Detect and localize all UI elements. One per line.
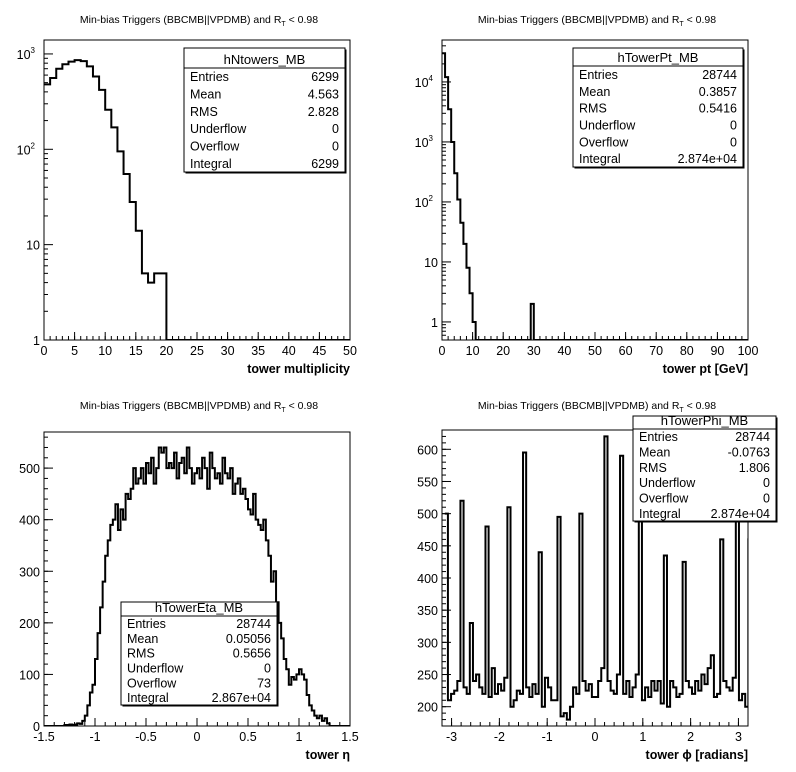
chart-title: Min-bias Triggers (BBCMB||VPDMB) and $R_T < 0.98$ xyxy=(477,14,717,28)
y-tick-label: 100 xyxy=(19,668,40,683)
x-tick-label: 1.5 xyxy=(341,730,359,744)
stats-row-name: Underflow xyxy=(127,661,184,676)
x-tick-label: 80 xyxy=(679,344,694,358)
x-tick-label: 1 xyxy=(295,730,303,744)
panel-towerpt xyxy=(398,0,796,386)
stats-row-name: Underflow xyxy=(639,476,696,491)
y-tick-label: 300 xyxy=(417,636,438,651)
y-tick-label: $10^3$ xyxy=(414,133,433,150)
stats-row-value: 0 xyxy=(730,135,737,150)
stats-row-value: 0.05056 xyxy=(225,631,271,646)
chart-towereta xyxy=(0,386,398,772)
x-tick-label: 3 xyxy=(734,730,742,744)
stats-row-value: 2.874e+04 xyxy=(677,152,737,167)
stats-row-name: Entries xyxy=(127,616,166,631)
y-tick-label: 10 xyxy=(424,255,438,270)
x-tick-label: 0 xyxy=(438,344,446,358)
stats-row-name: RMS xyxy=(127,646,155,661)
x-tick-label: -3 xyxy=(446,730,458,744)
x-tick-label: -1 xyxy=(541,730,553,744)
stats-row-name: RMS xyxy=(190,104,218,119)
x-tick-label: 35 xyxy=(251,344,266,358)
stats-row-value: 0.5416 xyxy=(698,101,737,116)
y-tick-label: 600 xyxy=(417,443,438,458)
y-tick-label: 300 xyxy=(19,565,40,580)
chart-title: Min-bias Triggers (BBCMB||VPDMB) and $R_T < 0.98$ xyxy=(477,400,717,414)
x-axis-label: tower multiplicity xyxy=(247,362,350,376)
x-tick-label: 20 xyxy=(159,344,174,358)
y-tick-label: $10^2$ xyxy=(16,141,35,158)
stats-row-name: Mean xyxy=(127,631,159,646)
x-tick-label: 0 xyxy=(591,730,599,744)
stats-row-value: 73 xyxy=(257,676,271,691)
x-tick-label: 45 xyxy=(312,344,327,358)
y-tick-label: 1 xyxy=(33,334,40,348)
stats-row-name: Integral xyxy=(639,506,681,521)
panel-ntowers xyxy=(0,0,398,386)
stats-row-value: 0 xyxy=(730,118,737,133)
x-tick-label: 50 xyxy=(588,344,602,358)
stats-row-name: Entries xyxy=(190,70,229,85)
stats-row-name: Mean xyxy=(639,445,671,460)
stats-row-value: 28744 xyxy=(702,67,737,82)
x-tick-label: 0 xyxy=(193,730,201,744)
stats-row-value: 6299 xyxy=(311,70,339,85)
x-tick-label: 90 xyxy=(710,344,725,358)
x-tick-label: 2 xyxy=(687,730,695,744)
stats-row-name: Underflow xyxy=(190,122,247,137)
panel-towerphi xyxy=(398,386,796,772)
y-tick-label: $10^2$ xyxy=(414,193,433,210)
chart-towerphi xyxy=(398,386,796,772)
x-tick-label: 70 xyxy=(649,344,664,358)
stats-row-value: 0 xyxy=(332,122,339,137)
stats-row-name: Overflow xyxy=(639,491,689,506)
x-tick-label: 0.5 xyxy=(239,730,257,744)
x-tick-label: 60 xyxy=(618,344,633,358)
stats-title: hTowerEta_MB xyxy=(154,600,244,615)
chart-title: Min-bias Triggers (BBCMB||VPDMB) and $R_T < 0.98$ xyxy=(79,400,319,414)
y-tick-label: 550 xyxy=(417,475,438,490)
x-tick-label: 40 xyxy=(557,344,572,358)
stats-row-name: RMS xyxy=(639,460,667,475)
stats-row-name: Mean xyxy=(579,84,611,99)
x-tick-label: 50 xyxy=(343,344,357,358)
stats-row-value: 0 xyxy=(763,491,770,506)
stats-title: hTowerPhi_MB xyxy=(660,413,749,428)
stats-row-name: Underflow xyxy=(579,118,636,133)
y-tick-label: 1 xyxy=(431,315,438,330)
stats-row-name: Integral xyxy=(190,156,232,171)
stats-row-value: 28744 xyxy=(236,616,271,631)
x-axis-label: tower ϕ [radians] xyxy=(645,748,748,762)
y-tick-label: 200 xyxy=(19,616,40,631)
x-tick-label: 100 xyxy=(737,344,759,358)
y-tick-label: 450 xyxy=(417,539,438,554)
stats-row-name: Entries xyxy=(639,430,678,445)
x-tick-label: 1 xyxy=(639,730,647,744)
stats-row-value: 0 xyxy=(763,476,770,491)
x-tick-label: 10 xyxy=(465,344,480,358)
x-tick-label: 40 xyxy=(281,344,296,358)
stats-title: hNtowers_MB xyxy=(223,52,306,67)
stats-row-value: 0.3857 xyxy=(698,84,737,99)
stats-row-name: Overflow xyxy=(190,139,240,154)
stats-row-value: 2.828 xyxy=(307,104,339,119)
y-tick-label: 200 xyxy=(417,700,438,715)
stats-row-value: 2.874e+04 xyxy=(710,506,770,521)
x-tick-label: 10 xyxy=(98,344,113,358)
y-tick-label: 400 xyxy=(19,513,40,528)
y-tick-label: 500 xyxy=(417,507,438,522)
x-axis-label: tower pt [GeV] xyxy=(662,362,748,376)
stats-row-name: Integral xyxy=(127,691,169,706)
stats-row-value: 0.5656 xyxy=(232,646,271,661)
stats-row-value: 6299 xyxy=(311,156,339,171)
stats-row-name: Overflow xyxy=(579,135,629,150)
x-tick-label: -1.5 xyxy=(33,730,55,744)
stats-row-value: 28744 xyxy=(735,430,770,445)
panel-towereta xyxy=(0,386,398,772)
x-tick-label: 20 xyxy=(496,344,511,358)
x-axis-label: tower η xyxy=(305,748,350,762)
y-tick-label: 350 xyxy=(417,604,438,619)
x-tick-label: 25 xyxy=(190,344,204,358)
y-tick-label: 0 xyxy=(33,720,40,734)
x-tick-label: 30 xyxy=(220,344,235,358)
x-tick-label: -2 xyxy=(493,730,505,744)
stats-title: hTowerPt_MB xyxy=(617,50,699,65)
y-tick-label: $10^4$ xyxy=(414,73,433,90)
stats-row-name: Integral xyxy=(579,152,621,167)
stats-row-value: 2.867e+04 xyxy=(211,691,271,706)
y-tick-label: 400 xyxy=(417,572,438,586)
stats-row-value: 1.806 xyxy=(738,460,770,475)
y-tick-label: 250 xyxy=(417,668,438,683)
x-tick-label: 15 xyxy=(128,344,143,358)
stats-row-name: Entries xyxy=(579,67,618,82)
x-tick-label: 0 xyxy=(40,344,48,358)
x-tick-label: -1 xyxy=(89,730,101,744)
chart-title: Min-bias Triggers (BBCMB||VPDMB) and $R_T < 0.98$ xyxy=(79,14,319,28)
stats-row-value: 0 xyxy=(332,139,339,154)
chart-towerpt xyxy=(398,0,796,386)
x-tick-label: -0.5 xyxy=(135,730,157,744)
stats-row-name: Mean xyxy=(190,87,222,102)
stats-row-value: 0 xyxy=(264,661,271,676)
y-tick-label: 10 xyxy=(26,238,40,253)
stats-row-name: RMS xyxy=(579,101,607,116)
stats-row-value: -0.0763 xyxy=(727,445,770,460)
y-tick-label: $10^3$ xyxy=(16,45,35,62)
stats-row-value: 4.563 xyxy=(307,87,339,102)
x-tick-label: 5 xyxy=(71,344,79,358)
x-tick-label: 30 xyxy=(526,344,541,358)
chart-ntowers xyxy=(0,0,398,386)
y-tick-label: 500 xyxy=(19,462,40,477)
stats-row-name: Overflow xyxy=(127,676,177,691)
